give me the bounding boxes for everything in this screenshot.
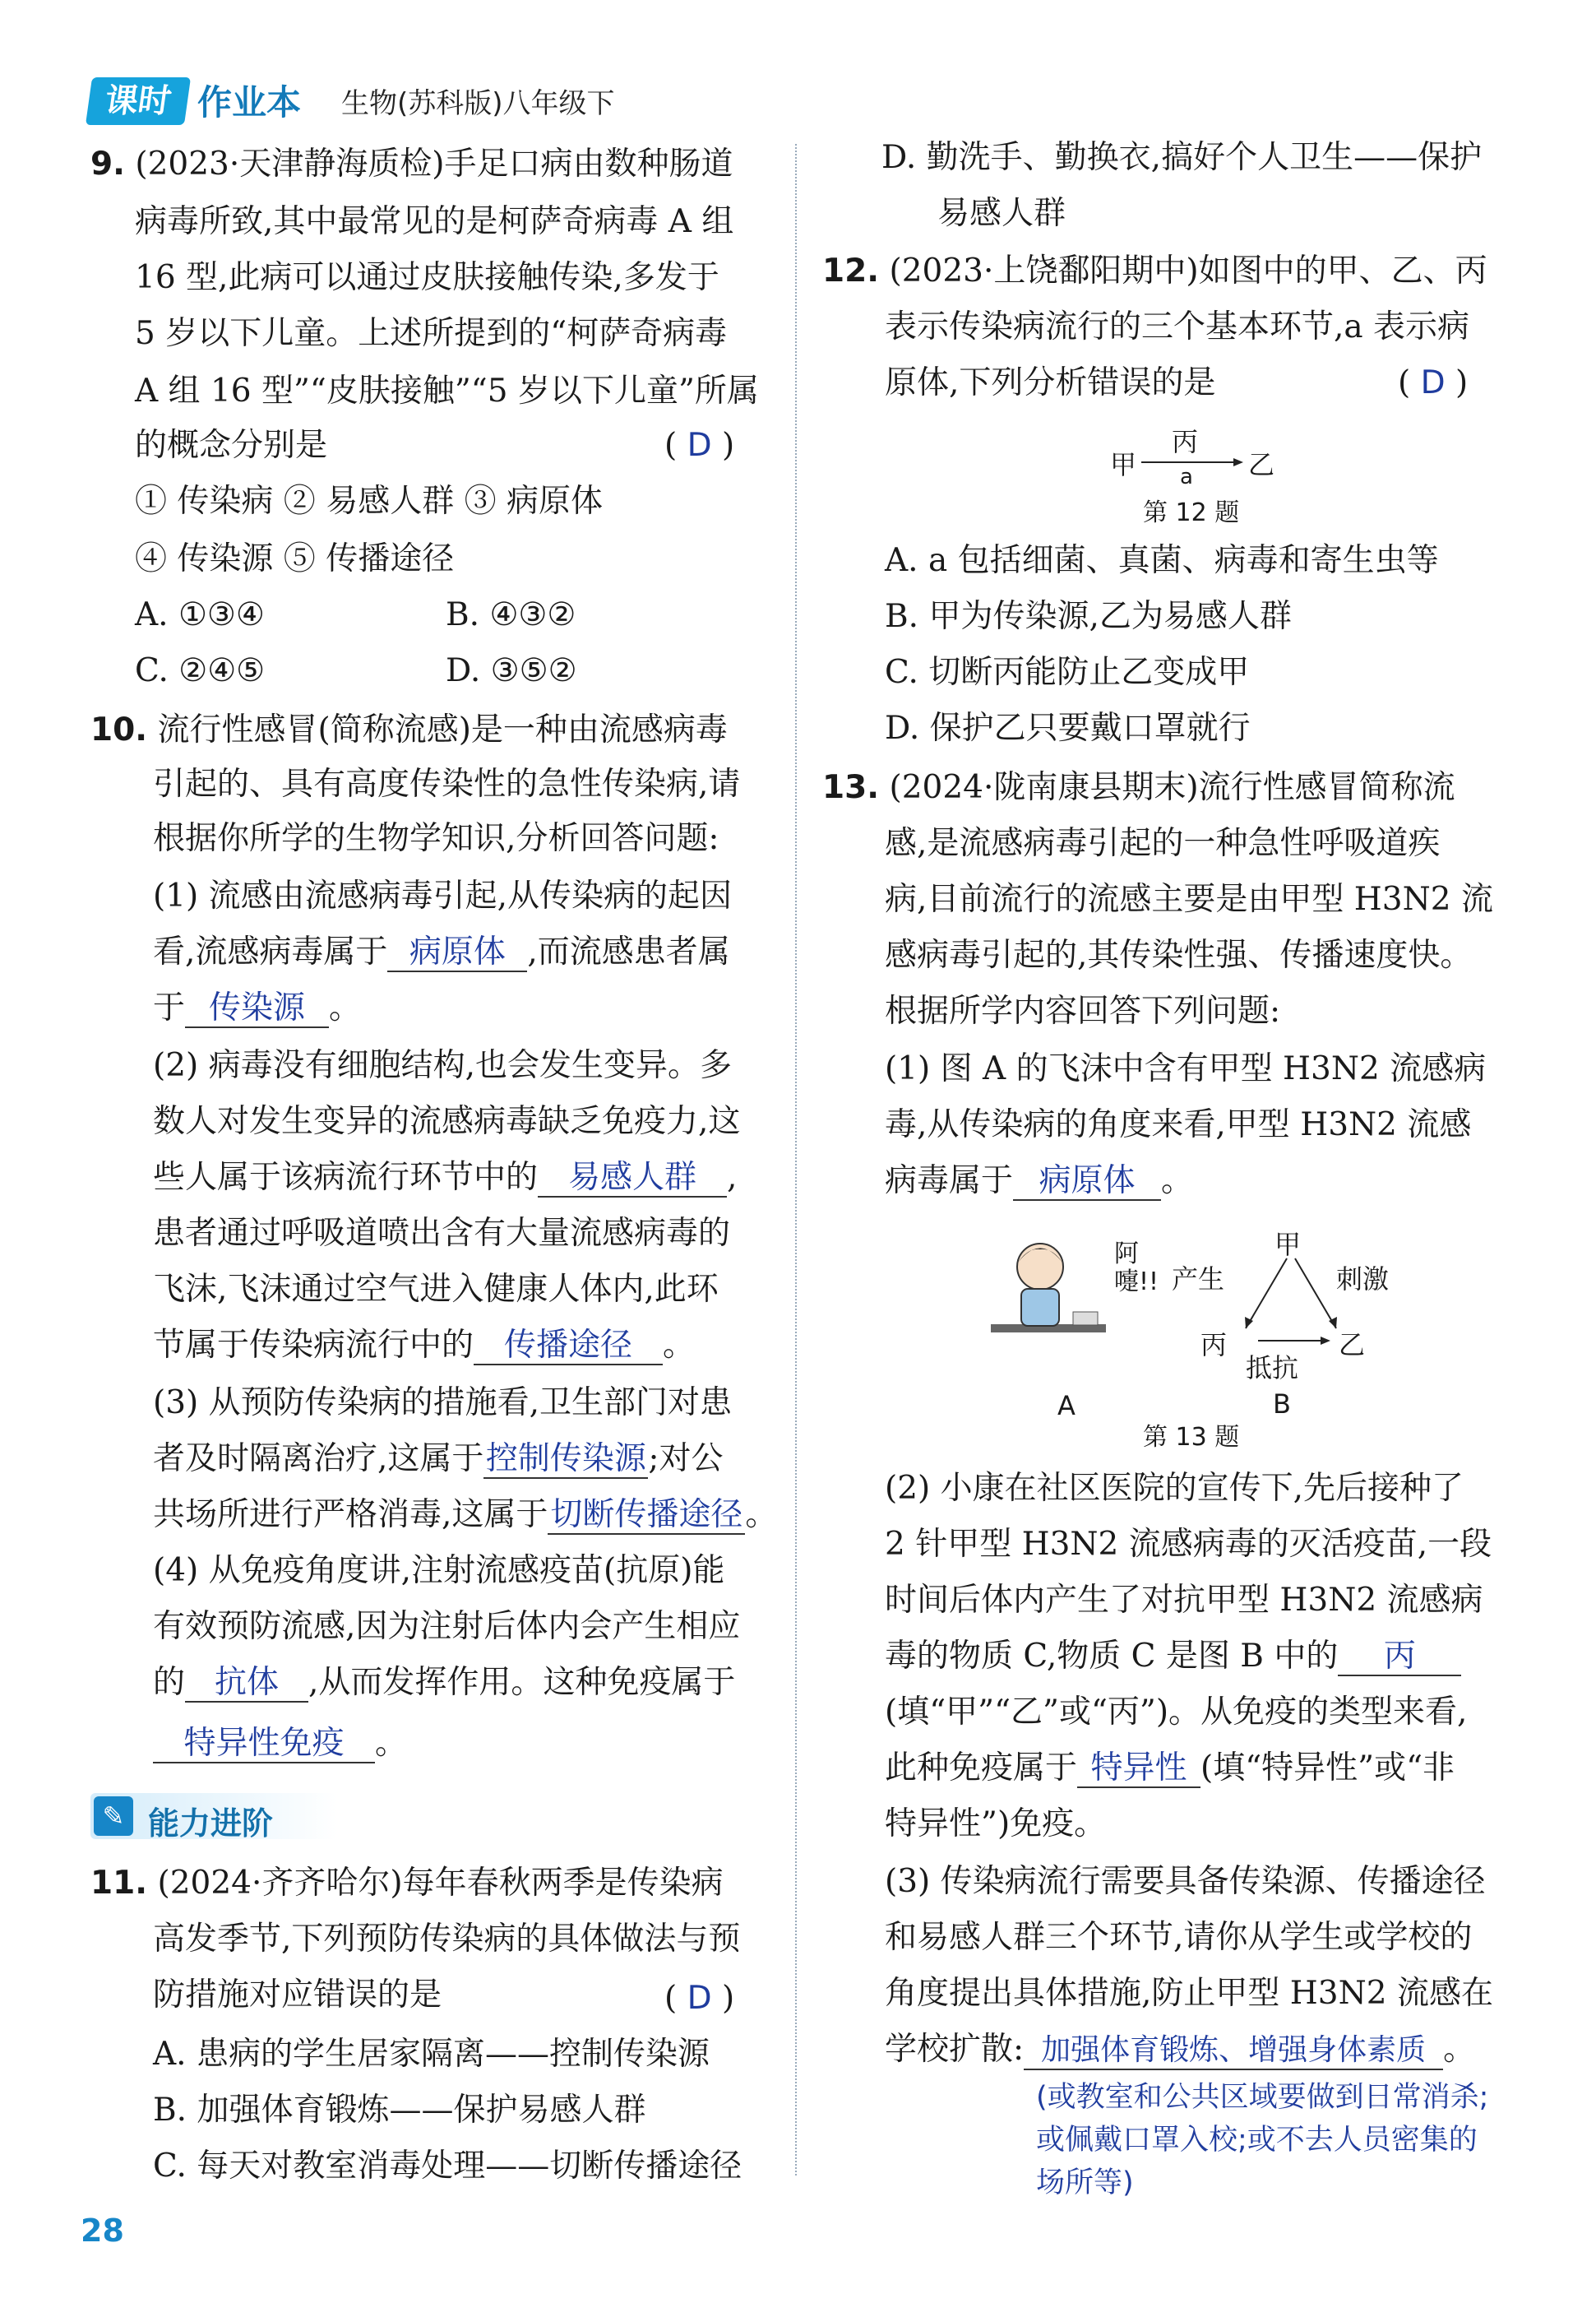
q10-p1-line-2	[153, 928, 730, 977]
q13-p1c-post: 。	[1161, 1162, 1194, 1199]
section-header	[90, 1793, 337, 1842]
q11-option-d-1: D. 勤洗手、勤换衣,搞好个人卫生——保护	[881, 139, 1483, 176]
q10-p2c-pre: 些人属于该病流行环节中的	[153, 1159, 539, 1196]
q10-p2-line-5: 飞沫,飞沫通过空气进入健康人体内,此环	[153, 1271, 719, 1308]
q9-answer-paren: ( D )	[664, 427, 735, 464]
q13-line-1	[822, 763, 1455, 813]
edge-jia-bing	[1246, 1258, 1287, 1328]
q10-p2-line-1: (2) 病毒没有细胞结构,也会发生变异。多	[153, 1047, 733, 1084]
q13-p2-line-1: (2) 小康在社区医院的宣传下,先后接种了	[885, 1470, 1464, 1507]
q12-option-d: D. 保护乙只要戴口罩就行	[885, 710, 1251, 747]
q10-blank-6: 切断传播途径	[548, 1497, 745, 1535]
q10-p2f-post: 。	[663, 1327, 696, 1364]
q10-p3-line-1: (3) 从预防传染病的措施看,卫生部门对患	[153, 1384, 733, 1421]
q13-blank-3: 特异性	[1077, 1750, 1200, 1788]
q13-line-5: 根据所学内容回答下列问题:	[885, 993, 1281, 1030]
q10-text: 流行性感冒(简称流感)是一种由流感病毒	[157, 711, 728, 748]
q13-p3-line-3: 角度提出具体措施,防止甲型 H3N2 流感在	[885, 1975, 1493, 2012]
q10-p2-line-2: 数人对发生变异的流感病毒缺乏免疫力,这	[153, 1103, 741, 1140]
q13-p2d-pre: 毒的物质 C,物质 C 是图 B 中的	[885, 1638, 1339, 1675]
q13-line-3: 病,目前流行的流感主要是由甲型 H3N2 流	[885, 881, 1493, 918]
q13-fig-b-right: 乙	[1339, 1329, 1366, 1360]
q13-p2-line-2: 2 针甲型 H3N2 流感病毒的灭活疫苗,一段	[885, 1526, 1492, 1563]
q12-text: (2023·上饶鄱阳期中)如图中的甲、乙、丙	[889, 253, 1487, 290]
q13-fig-a-label: A	[1057, 1390, 1076, 1421]
q13-p2-line-3: 时间后体内产生了对抗甲型 H3N2 流感病	[885, 1582, 1483, 1619]
q13-p1-line-3	[885, 1156, 1193, 1206]
q13-p2f-pre: 此种免疫属于	[885, 1749, 1078, 1786]
q10-line-3: 根据你所学的生物学知识,分析回答问题:	[153, 820, 719, 857]
q13-p2-line-6	[885, 1744, 1455, 1793]
q9-answer: D	[687, 427, 712, 464]
q10-p4-line-3	[153, 1658, 735, 1708]
q13-fig-b-left: 丙	[1200, 1329, 1228, 1360]
edge-jia-yi	[1295, 1258, 1336, 1328]
pencil-icon: ✎	[94, 1796, 133, 1836]
q12-answer-paren: ( D )	[1398, 364, 1469, 401]
q11-text: (2024·齐齐哈尔)每年春秋两季是传染病	[157, 1865, 724, 1902]
q10-p4c-post: ,从而发挥作用。这种免疫属于	[308, 1664, 736, 1701]
q13-fig-b-edge-3: 抵抗	[1246, 1352, 1299, 1383]
q10-p3-line-2	[153, 1434, 724, 1484]
q12-option-a: A. a 包括细菌、真菌、病毒和寄生虫等	[885, 542, 1439, 579]
page-number: 28	[81, 2213, 124, 2249]
q10-p4-line-2: 有效预防流感,因为注射后体内会产生相应	[153, 1608, 741, 1645]
q12-fig-caption: 第 12 题	[1143, 498, 1240, 527]
person-body-icon	[1021, 1289, 1059, 1326]
q10-p2c-post: ,	[727, 1159, 738, 1196]
brand-logo: 课时	[86, 77, 191, 125]
q13-p1-line-1: (1) 图 A 的飞沫中含有甲型 H3N2 流感病	[885, 1050, 1487, 1087]
q13-blank-4: 加强体育锻炼、增强身体素质	[1024, 2032, 1443, 2070]
q13-fig-a-speech: 阿嚏!!	[1114, 1240, 1159, 1296]
q13-answer-extra-1: (或教室和公共区域要做到日常消杀;	[1036, 2081, 1489, 2114]
q13-p1-line-2: 毒,从传染病的角度来看,甲型 H3N2 流感	[885, 1106, 1472, 1143]
q10-p2f-pre: 节属于传染病流行中的	[153, 1327, 474, 1364]
q10-line-2: 引起的、具有高度传染性的急性传染病,请	[153, 766, 741, 803]
q12-number: 12.	[822, 253, 880, 290]
q12-fig-top: 丙	[1172, 426, 1199, 457]
q12-fig-right: 乙	[1248, 449, 1275, 480]
q11-line-2: 高发季节,下列预防传染病的具体做法与预	[153, 1921, 741, 1958]
q13-fig-b-edge-1: 产生	[1172, 1263, 1225, 1295]
q12-arrow-head	[1233, 458, 1243, 466]
q9-line-2: 病毒所致,其中最常见的是柯萨奇病毒 A 组	[135, 203, 734, 240]
q12-fig-bottom: a	[1180, 465, 1193, 489]
q10-blank-5: 控制传染源	[483, 1441, 648, 1479]
q12-line-3: 原体,下列分析错误的是	[885, 364, 1216, 401]
q9-number: 9.	[90, 146, 125, 183]
q13-p2f-post: (填“特异性”或“非	[1200, 1749, 1455, 1786]
q12-answer: D	[1420, 364, 1446, 401]
q12-option-b: B. 甲为传染源,乙为易感人群	[885, 598, 1292, 635]
q10-p3b-post: ;对公	[648, 1440, 724, 1477]
q12-line-1	[822, 247, 1487, 296]
q10-number: 10.	[90, 711, 148, 748]
q10-blank-7: 抗体	[185, 1665, 308, 1703]
q11-option-d-2: 易感人群	[937, 195, 1066, 232]
q13-fig-caption: 第 13 题	[1143, 1423, 1240, 1452]
q13-p2-line-7: 特异性”)免疫。	[885, 1805, 1107, 1842]
q13-p3d-pre: 学校扩散:	[885, 2031, 1025, 2068]
q9-line-5: A 组 16 型”“皮肤接触”“5 岁以下儿童”所属	[135, 373, 759, 410]
q10-p3b-pre: 者及时隔离治疗,这属于	[153, 1440, 484, 1477]
section-title: 能力进阶	[148, 1805, 274, 1842]
q9-line-4: 5 岁以下儿童。上述所提到的“柯萨奇病毒	[135, 315, 728, 352]
q9-line-6	[135, 421, 327, 470]
q13-answer-extra-2: 或佩戴口罩入校;或不去人员密集的	[1036, 2124, 1478, 2157]
q10-p2-line-3	[153, 1153, 737, 1202]
q9-option-d: D. ③⑤②	[446, 652, 577, 689]
q10-p3-line-3	[153, 1490, 777, 1540]
q10-p2-line-4: 患者通过呼吸道喷出含有大量流感病毒的	[153, 1215, 731, 1252]
q10-blank-8: 特异性免疫	[153, 1726, 375, 1763]
q10-blank-1: 病原体	[387, 934, 527, 972]
q9-option-a: A. ①③④	[135, 596, 265, 633]
q13-p3d-post: 。	[1443, 2031, 1476, 2068]
q9-text-end: 的概念分别是	[135, 427, 328, 464]
tissue-box-icon	[1073, 1312, 1098, 1325]
q13-p3-line-2: 和易感人群三个环节,请你从学生或学校的	[885, 1919, 1473, 1956]
q9-option-b: B. ④③②	[446, 596, 576, 633]
q10-p1c-pre: 于	[153, 989, 186, 1026]
person-head-icon	[1017, 1244, 1063, 1290]
q10-p1b-post: ,而流感患者属	[527, 934, 730, 971]
q12-fig-left: 甲	[1110, 449, 1137, 480]
q10-p1-line-1: (1) 流感由流感病毒引起,从传染病的起因	[153, 878, 733, 915]
q13-line-4: 感病毒引起的,其传染性强、传播速度快。	[885, 937, 1473, 974]
q13-fig-b-label: B	[1273, 1388, 1291, 1420]
q10-p4-line-1: (4) 从免疫角度讲,注射流感疫苗(抗原)能	[153, 1552, 725, 1589]
q9-option-c: C. ②④⑤	[135, 652, 266, 689]
q10-p2-line-6	[153, 1321, 695, 1370]
q13-p1c-pre: 病毒属于	[885, 1162, 1014, 1199]
q9-items-1: ① 传染病 ② 易感人群 ③ 病原体	[135, 483, 603, 520]
q10-p1b-pre: 看,流感病毒属于	[153, 934, 388, 971]
q9-items-2: ④ 传染源 ⑤ 传播途径	[135, 540, 455, 577]
q13-answer-extra-3: 场所等)	[1036, 2166, 1134, 2199]
q9-line-3: 16 型,此病可以通过皮肤接触传染,多发于	[135, 259, 719, 296]
q10-blank-3: 易感人群	[538, 1160, 727, 1198]
q11-line-3: 防措施对应错误的是	[153, 1976, 442, 2013]
arrow-head-icon	[1321, 1337, 1330, 1345]
q10-p3c-post: 。	[745, 1496, 778, 1533]
q10-p1c-post: 。	[329, 989, 362, 1026]
q11-line-1	[90, 1859, 724, 1908]
q9-text: (2023·天津静海质检)手足口病由数种肠道	[135, 146, 733, 183]
q11-number: 11.	[90, 1865, 148, 1902]
q13-blank-2: 丙	[1338, 1638, 1461, 1676]
q10-line-1	[90, 706, 728, 755]
book-subtitle: 生物(苏科版)八年级下	[341, 87, 615, 120]
q10-p1-line-3	[153, 984, 361, 1033]
q10-p4d-post: 。	[375, 1725, 408, 1762]
column-divider	[795, 144, 797, 2176]
book-title: 作业本	[197, 82, 302, 123]
q13-line-2: 感,是流感病毒引起的一种急性呼吸道疾	[885, 825, 1441, 862]
q13-fig-b-edge-2: 刺激	[1336, 1263, 1390, 1295]
q13-p3-line-1: (3) 传染病流行需要具备传染源、传播途径	[885, 1863, 1486, 1900]
q10-p4c-pre: 的	[153, 1664, 186, 1701]
q13-p2-line-5: (填“甲”“乙”或“丙”)。从免疫的类型来看,	[885, 1694, 1468, 1731]
q10-p3c-pre: 共场所进行严格消毒,这属于	[153, 1496, 548, 1533]
q9-line-1	[90, 140, 733, 189]
q13-number: 13.	[822, 769, 880, 806]
q11-option-c: C. 每天对教室消毒处理——切断传播途径	[153, 2148, 742, 2185]
q13-figure-a-illustration	[970, 1230, 1135, 1369]
q10-blank-2: 传染源	[185, 990, 329, 1028]
q10-p4-line-4	[153, 1719, 407, 1768]
q11-answer-paren: ( D )	[664, 1980, 735, 2017]
q13-blank-1: 病原体	[1013, 1163, 1161, 1201]
q13-p3-line-4	[885, 2025, 1475, 2074]
q13-text: (2024·陇南康县期末)流行性感冒简称流	[889, 769, 1455, 806]
q11-option-b: B. 加强体育锻炼——保护易感人群	[153, 2092, 646, 2129]
q12-line-2: 表示传染病流行的三个基本环节,a 表示病	[885, 308, 1470, 345]
q13-fig-b-top: 甲	[1274, 1229, 1302, 1260]
q11-answer: D	[687, 1980, 712, 2017]
q10-blank-4: 传播途径	[474, 1328, 663, 1365]
q12-option-c: C. 切断丙能防止乙变成甲	[885, 654, 1250, 691]
q13-p2-line-4	[885, 1632, 1461, 1681]
q11-option-a: A. 患病的学生居家隔离——控制传染源	[153, 2036, 710, 2073]
